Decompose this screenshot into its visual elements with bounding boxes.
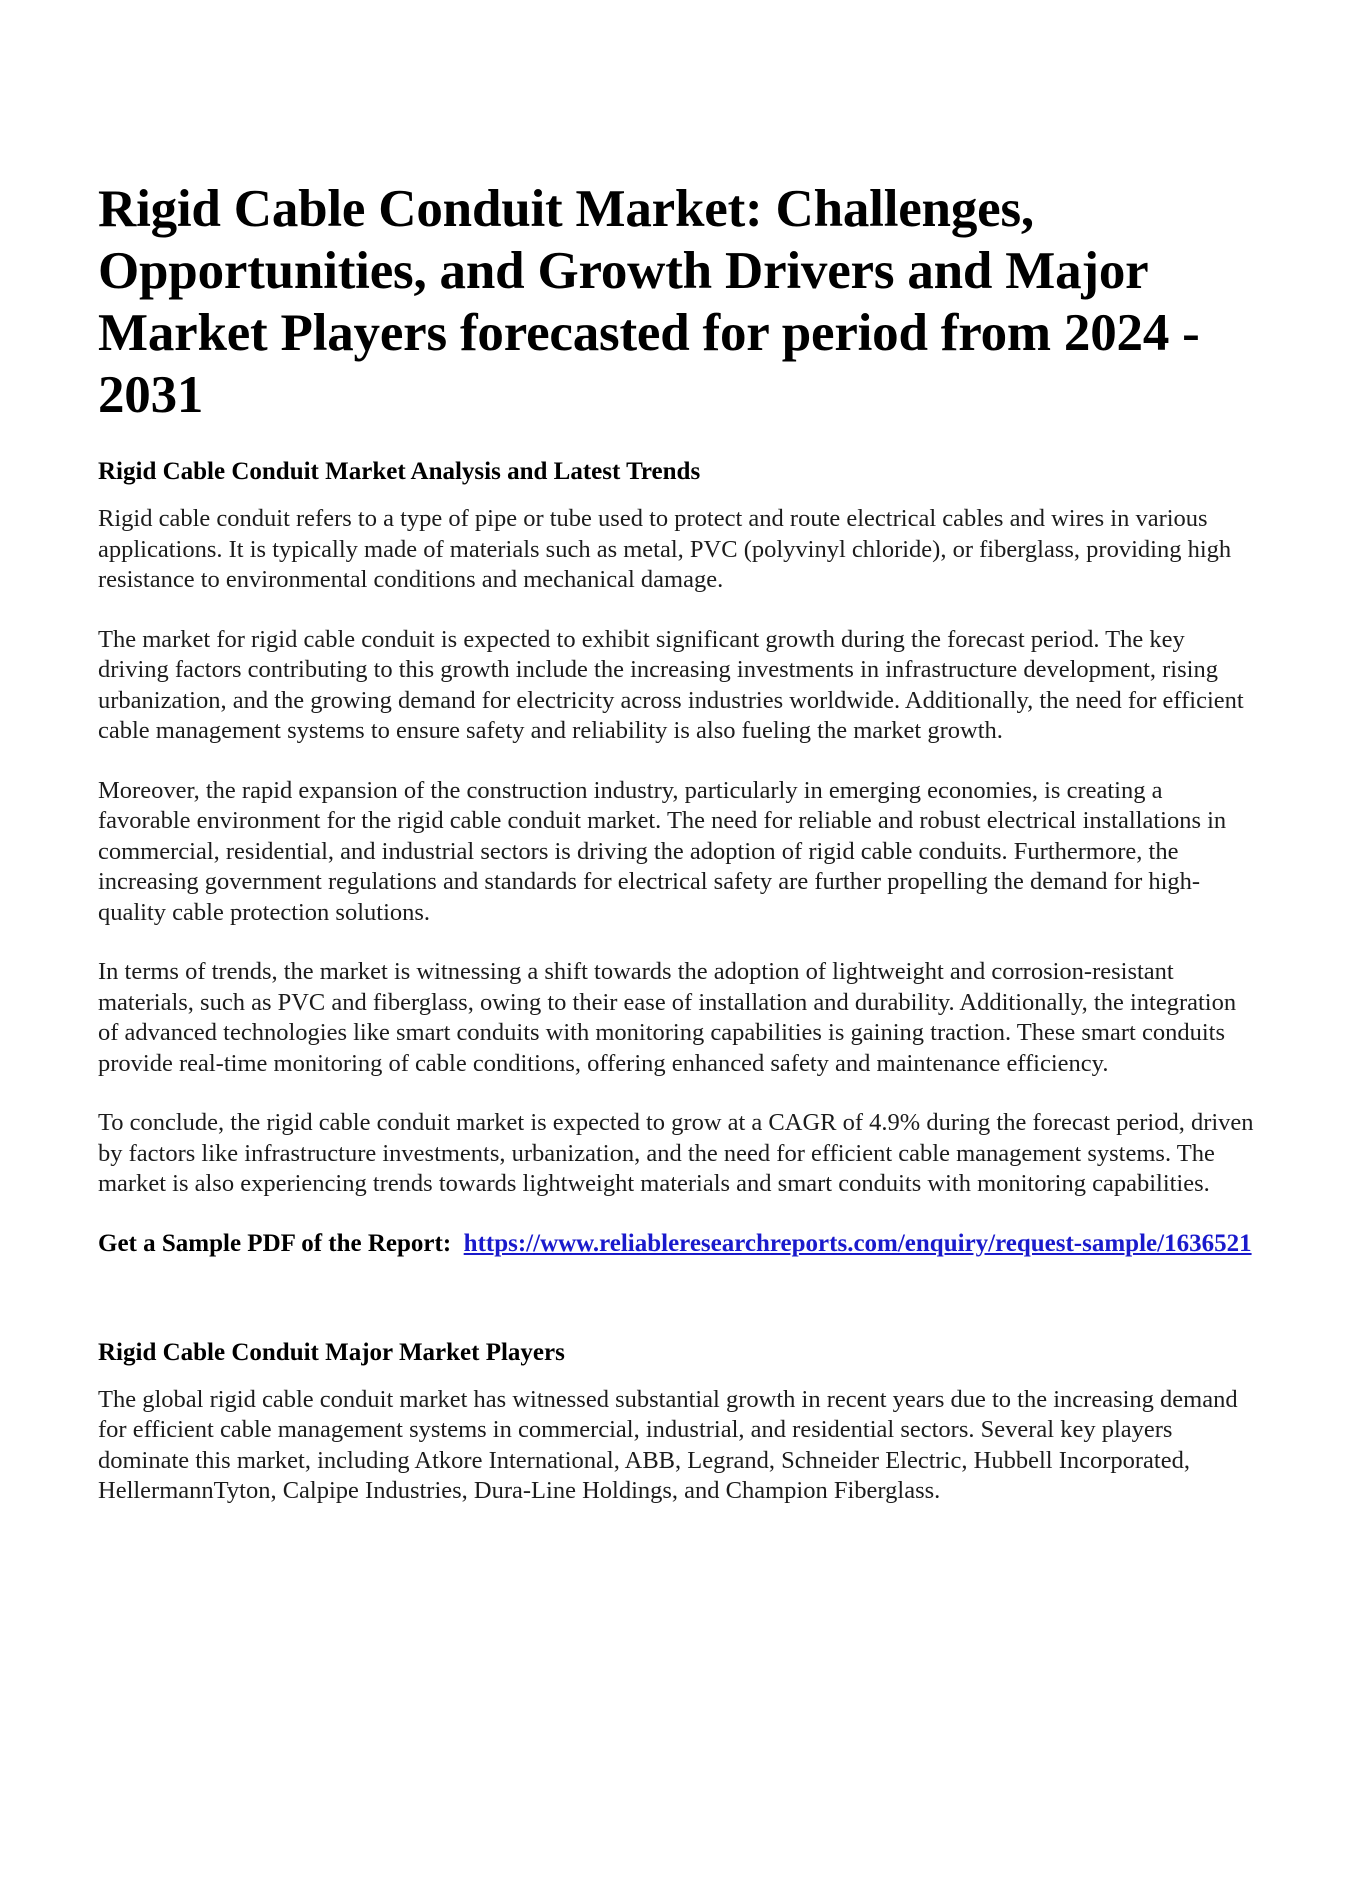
section-heading-players: Rigid Cable Conduit Major Market Players [98,1338,565,1366]
sample-pdf-label: Get a Sample PDF of the Report: [98,1229,452,1257]
paragraph-conclusion: To conclude, the rigid cable conduit market is expected to grow at a CAGR of 4.9% during the forecast period, driven by factors like infrastructure investments, urbanization, and the need for efficient cable management systems. The market is also experiencing trends towards lightweight materials and smart conduits with monitoring capabilities. [98,1109,1254,1197]
paragraph-players: The global rigid cable conduit market has witnessed substantial growth in recent years due to the increasing demand for efficient cable management systems in commercial, industrial, and residential sectors. Several key players dominate this market, including Atkore International, ABB, Legrand, Schneider Electric, Hubbell Incorporated, HellermannTyton, Calpipe Industries, Dura-Line Holdings, and Champion Fiberglass. [98,1385,1238,1504]
section-players [98,1337,1258,1507]
sample-pdf-link[interactable]: https://www.reliableresearchreports.com/enquiry/request-sample/1636521 [463,1229,1252,1257]
document-page [98,178,1258,1536]
sample-pdf-line [98,1229,1258,1259]
paragraph-growth: The market for rigid cable conduit is expected to exhibit significant growth during the forecast period. The key driving factors contributing to this growth include the increasing investments in infrastructure development, rising urbanization, and the growing demand for electricity across industries worldwide. Additionally, the need for efficient cable management systems to ensure safety and reliability is also fueling the market growth. [98,625,1244,744]
section-analysis [98,456,1258,1200]
paragraph-construction: Moreover, the rapid expansion of the construction industry, particularly in emerging economies, is creating a favorable environment for the rigid cable conduit market. The need for reliable and robust electrical installations in commercial, residential, and industrial sectors is driving the adoption of rigid cable conduits. Furthermore, the increasing government regulations and standards for electrical safety are further propelling the demand for high-quality cable protection solutions. [98,776,1227,926]
spacer [98,1259,1258,1337]
document-title: Rigid Cable Conduit Market: Challenges, Opportunities, and Growth Drivers and Major Market Players forecasted for period from 2024 - 2031 [98,180,1200,424]
paragraph-definition: Rigid cable conduit refers to a type of pipe or tube used to protect and route electrical cables and wires in various applications. It is typically made of materials such as metal, PVC (polyvinyl chloride), or fiberglass, providing high resistance to environmental conditions and mechanical damage. [98,505,1232,593]
section-heading-analysis: Rigid Cable Conduit Market Analysis and Latest Trends [98,458,701,485]
paragraph-trends: In terms of trends, the market is witnessing a shift towards the adoption of lightweight and corrosion-resistant materials, such as PVC and fiberglass, owing to their ease of installation and durability. Additionally, the integration of advanced technologies like smart conduits with monitoring capabilities is gaining traction. These smart conduits provide real-time monitoring of cable conditions, offering enhanced safety and maintenance efficiency. [98,958,1237,1077]
